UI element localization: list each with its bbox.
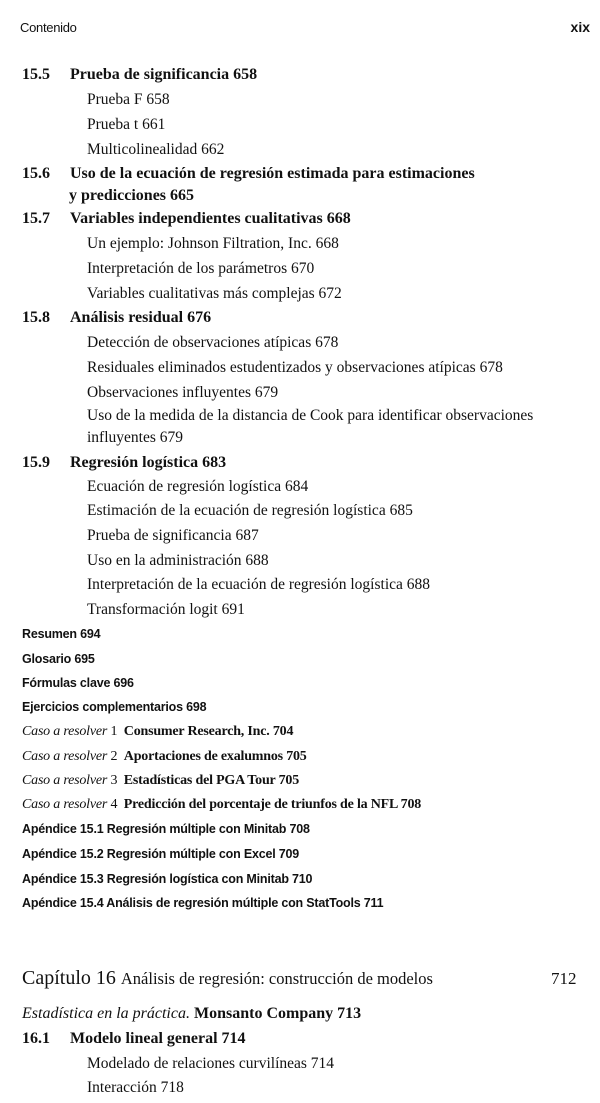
toc-subsection[interactable]: Uso de la medida de la distancia de Cook para identificar observaciones	[87, 407, 534, 424]
case-title: Consumer Research, Inc. 704	[123, 724, 294, 739]
section-title: Prueba de significancia 658	[70, 66, 258, 83]
section-title: Análisis residual 676	[70, 309, 212, 326]
chapter-label: Capítulo 16	[22, 967, 116, 989]
case-number: 1	[110, 724, 118, 739]
toc-subsection[interactable]: Modelado de relaciones curvilíneas 714	[87, 1055, 335, 1072]
section-title: Regresión logística 683	[70, 454, 227, 471]
toc-case[interactable]	[22, 750, 307, 764]
case-number: 2	[110, 749, 118, 764]
case-title: Predicción del porcentaje de triunfos de la NFL 708	[123, 797, 422, 812]
practice-label: Estadística en la práctica.	[22, 1005, 190, 1022]
toc-subsection-continuation[interactable]: influyentes 679	[87, 429, 183, 446]
toc-subsection[interactable]: Estimación de la ecuación de regresión logística 685	[87, 502, 413, 519]
section-number: 15.6	[22, 165, 50, 182]
practice-title: Monsanto Company 713	[193, 1005, 362, 1022]
toc-appendix[interactable]: Apéndice 15.2 Regresión múltiple con Excel 709	[22, 847, 300, 861]
toc-appendix[interactable]: Apéndice 15.3 Regresión logística con Minitab 710	[22, 872, 313, 886]
toc-section[interactable]	[22, 455, 226, 471]
toc-subsection[interactable]: Interpretación de la ecuación de regresión logística 688	[87, 576, 431, 593]
toc-subsection[interactable]: Interacción 718	[87, 1079, 184, 1096]
section-title: Modelo lineal general 714	[70, 1030, 246, 1047]
toc-end-item[interactable]: Ejercicios complementarios 698	[22, 700, 207, 714]
toc-subsection[interactable]: Detección de observaciones atípicas 678	[87, 334, 339, 351]
case-label: Caso a resolver	[22, 773, 108, 788]
toc-subsection[interactable]: Prueba t 661	[87, 116, 166, 133]
toc-section[interactable]	[22, 166, 475, 182]
toc-subsection[interactable]: Prueba F 658	[87, 91, 170, 108]
toc-subsection[interactable]: Residuales eliminados estudentizados y observaciones atípicas 678	[87, 359, 503, 376]
section-number: 15.9	[22, 454, 50, 471]
toc-subsection[interactable]: Un ejemplo: Johnson Filtration, Inc. 668	[87, 235, 339, 252]
toc-end-item[interactable]: Glosario 695	[22, 652, 95, 666]
toc-appendix[interactable]: Apéndice 15.1 Regresión múltiple con Minitab 708	[22, 822, 310, 836]
section-number: 15.5	[22, 66, 50, 83]
toc-case[interactable]	[22, 798, 421, 812]
toc-subsection[interactable]: Transformación logit 691	[87, 601, 245, 618]
toc-section[interactable]	[22, 211, 351, 227]
toc-subsection[interactable]: Prueba de significancia 687	[87, 527, 259, 544]
toc-subsection[interactable]: Ecuación de regresión logística 684	[87, 478, 309, 495]
case-title: Aportaciones de exalumnos 705	[123, 749, 307, 764]
toc-subsection[interactable]: Variables cualitativas más complejas 672	[87, 285, 342, 302]
practice-entry[interactable]	[22, 1006, 361, 1022]
toc-end-item[interactable]: Resumen 694	[22, 627, 101, 641]
page-header-left: Contenido	[20, 20, 77, 35]
case-label: Caso a resolver	[22, 797, 108, 812]
section-number: 16.1	[22, 1030, 50, 1047]
section-number: 15.7	[22, 210, 50, 227]
toc-section-continuation[interactable]: y predicciones 665	[69, 187, 195, 204]
section-title: Uso de la ecuación de regresión estimada para estimaciones	[70, 165, 475, 182]
case-title: Estadísticas del PGA Tour 705	[123, 773, 299, 788]
case-label: Caso a resolver	[22, 749, 108, 764]
chapter-heading[interactable]	[22, 967, 577, 989]
toc-case[interactable]	[22, 774, 299, 788]
section-number: 15.8	[22, 309, 50, 326]
toc-subsection[interactable]: Uso en la administración 688	[87, 552, 269, 569]
toc-appendix[interactable]: Apéndice 15.4 Análisis de regresión múltiple con StatTools 711	[22, 896, 384, 910]
chapter-page: 712	[551, 969, 577, 988]
case-number: 4	[110, 797, 118, 812]
toc-case[interactable]	[22, 725, 293, 739]
section-title: Variables independientes cualitativas 668	[70, 210, 351, 227]
case-label: Caso a resolver	[22, 724, 108, 739]
case-number: 3	[110, 773, 118, 788]
toc-subsection[interactable]: Multicolinealidad 662	[87, 141, 225, 158]
page-number: xix	[570, 19, 590, 35]
toc-subsection[interactable]: Observaciones influyentes 679	[87, 384, 279, 401]
toc-section[interactable]	[22, 310, 211, 326]
toc-end-item[interactable]: Fórmulas clave 696	[22, 676, 134, 690]
chapter-title: Análisis de regresión: construcción de modelos	[120, 969, 433, 988]
toc-section[interactable]	[22, 67, 257, 83]
toc-subsection[interactable]: Interpretación de los parámetros 670	[87, 260, 315, 277]
toc-section[interactable]	[22, 1031, 246, 1047]
